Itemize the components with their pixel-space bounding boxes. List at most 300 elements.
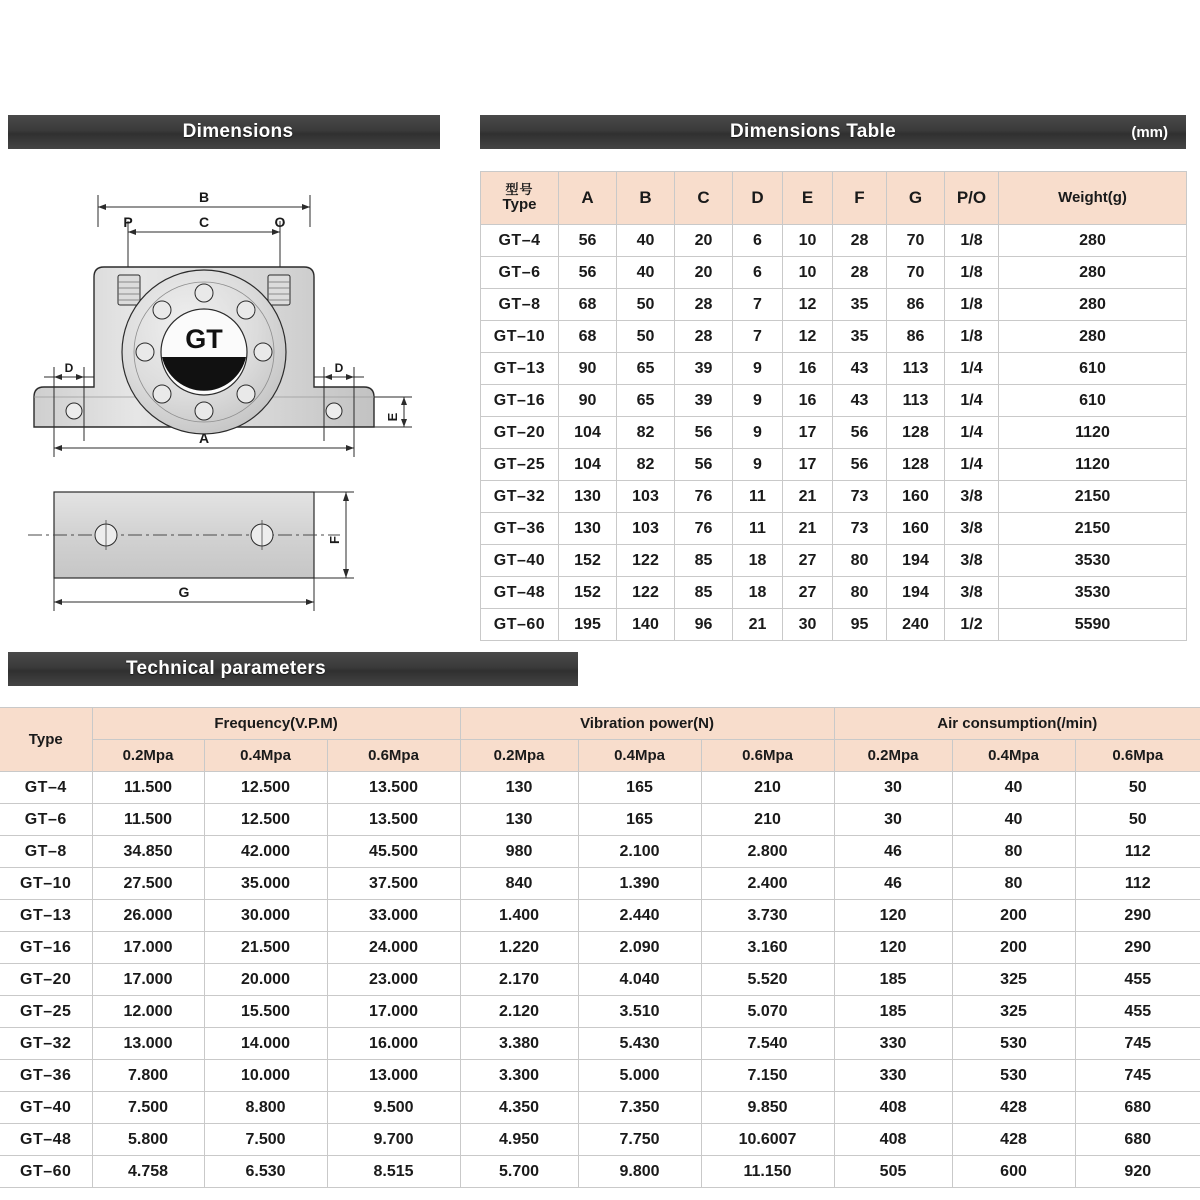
- dim-cell-g: 194: [887, 577, 945, 609]
- tech-cell-f02: 5.800: [92, 1124, 204, 1156]
- tech-cell-a02: 120: [834, 900, 952, 932]
- dim-cell-b: 50: [617, 321, 675, 353]
- tech-cell-f04: 14.000: [204, 1028, 327, 1060]
- tech-cell-v06: 5.070: [701, 996, 834, 1028]
- dim-header-weight: Weight(g): [999, 172, 1187, 225]
- dim-cell-a: 195: [559, 609, 617, 641]
- tech-header-frequency: Frequency(V.P.M): [92, 708, 460, 740]
- tech-cell-f02: 13.000: [92, 1028, 204, 1060]
- tech-cell-type: GT–6: [0, 804, 92, 836]
- table-row: [0, 900, 1200, 932]
- dim-cell-g: 128: [887, 449, 945, 481]
- table-row: [0, 1124, 1200, 1156]
- table-row: [0, 868, 1200, 900]
- dim-cell-d: 18: [733, 577, 783, 609]
- dim-cell-f: 73: [833, 481, 887, 513]
- dim-cell-e: 16: [783, 385, 833, 417]
- table-row: [0, 932, 1200, 964]
- table-row: [481, 353, 1187, 385]
- dim-cell-e: 16: [783, 353, 833, 385]
- label-C: C: [198, 214, 210, 230]
- dim-cell-b: 140: [617, 609, 675, 641]
- dim-cell-type: GT–20: [481, 417, 559, 449]
- dim-cell-weight: 610: [999, 353, 1187, 385]
- dim-cell-type: GT–13: [481, 353, 559, 385]
- dim-cell-c: 85: [675, 545, 733, 577]
- technical-parameters-table: [0, 707, 1200, 1188]
- tech-cell-v02: 4.950: [460, 1124, 578, 1156]
- tech-cell-f06: 24.000: [327, 932, 460, 964]
- tech-cell-f02: 27.500: [92, 868, 204, 900]
- hub-gt-label: GT: [185, 324, 223, 354]
- tech-cell-v04: 2.440: [578, 900, 701, 932]
- dim-cell-f: 43: [833, 353, 887, 385]
- dim-cell-po: 1/4: [945, 385, 999, 417]
- dim-cell-a: 152: [559, 545, 617, 577]
- dim-cell-weight: 280: [999, 225, 1187, 257]
- dim-cell-f: 28: [833, 225, 887, 257]
- tech-cell-v02: 840: [460, 868, 578, 900]
- tech-header-group-row: [0, 708, 1200, 740]
- dim-cell-a: 104: [559, 449, 617, 481]
- dim-cell-d: 7: [733, 289, 783, 321]
- tech-cell-a06: 745: [1075, 1028, 1200, 1060]
- dim-cell-c: 76: [675, 481, 733, 513]
- dim-cell-d: 11: [733, 513, 783, 545]
- tech-cell-v02: 4.350: [460, 1092, 578, 1124]
- tech-cell-a06: 745: [1075, 1060, 1200, 1092]
- dim-cell-weight: 2150: [999, 513, 1187, 545]
- table-row: [481, 577, 1187, 609]
- tech-cell-a02: 46: [834, 868, 952, 900]
- tech-cell-a02: 185: [834, 964, 952, 996]
- tech-header-vibration-power: Vibration power(N): [460, 708, 834, 740]
- tech-cell-f06: 17.000: [327, 996, 460, 1028]
- tech-cell-f02: 17.000: [92, 964, 204, 996]
- dim-cell-po: 3/8: [945, 577, 999, 609]
- dim-cell-b: 103: [617, 513, 675, 545]
- table-row: [481, 225, 1187, 257]
- table-row: [0, 1060, 1200, 1092]
- tech-cell-v04: 1.390: [578, 868, 701, 900]
- tech-cell-a06: 455: [1075, 996, 1200, 1028]
- tech-cell-v06: 7.150: [701, 1060, 834, 1092]
- dimensions-table-banner: [480, 115, 1186, 149]
- dim-cell-d: 11: [733, 481, 783, 513]
- label-G: G: [178, 584, 190, 600]
- tech-cell-a06: 290: [1075, 932, 1200, 964]
- dimensions-drawing: [8, 149, 440, 619]
- table-row: [481, 609, 1187, 641]
- dim-cell-c: 85: [675, 577, 733, 609]
- tech-cell-a04: 200: [952, 900, 1075, 932]
- dim-cell-f: 73: [833, 513, 887, 545]
- tech-cell-v04: 3.510: [578, 996, 701, 1028]
- tech-header-pressure-row: [0, 740, 1200, 772]
- dim-cell-po: 3/8: [945, 513, 999, 545]
- dim-cell-g: 128: [887, 417, 945, 449]
- dim-cell-c: 28: [675, 321, 733, 353]
- table-row: [481, 545, 1187, 577]
- dim-cell-po: 1/8: [945, 225, 999, 257]
- tech-cell-v02: 2.170: [460, 964, 578, 996]
- tech-cell-v02: 5.700: [460, 1156, 578, 1188]
- tech-cell-type: GT–20: [0, 964, 92, 996]
- dim-cell-f: 35: [833, 289, 887, 321]
- tech-header-vib-06: 0.6Mpa: [701, 740, 834, 772]
- dim-cell-type: GT–32: [481, 481, 559, 513]
- dim-header-type: [481, 172, 559, 225]
- dim-header-f: F: [833, 172, 887, 225]
- dim-cell-g: 70: [887, 225, 945, 257]
- tech-cell-a06: 455: [1075, 964, 1200, 996]
- dim-cell-po: 1/4: [945, 353, 999, 385]
- tech-cell-v06: 9.850: [701, 1092, 834, 1124]
- dim-header-po: P/O: [945, 172, 999, 225]
- dim-cell-a: 152: [559, 577, 617, 609]
- tech-cell-v02: 1.400: [460, 900, 578, 932]
- dim-cell-weight: 1120: [999, 449, 1187, 481]
- tech-cell-f04: 12.500: [204, 772, 327, 804]
- dim-cell-b: 82: [617, 449, 675, 481]
- tech-cell-a02: 330: [834, 1060, 952, 1092]
- dim-cell-e: 10: [783, 225, 833, 257]
- tech-cell-f04: 7.500: [204, 1124, 327, 1156]
- tech-cell-type: GT–60: [0, 1156, 92, 1188]
- dim-header-g: G: [887, 172, 945, 225]
- tech-cell-a06: 920: [1075, 1156, 1200, 1188]
- tech-cell-a04: 530: [952, 1028, 1075, 1060]
- tech-cell-f06: 37.500: [327, 868, 460, 900]
- dim-cell-d: 9: [733, 417, 783, 449]
- tech-cell-a04: 600: [952, 1156, 1075, 1188]
- tech-cell-v06: 2.400: [701, 868, 834, 900]
- dim-cell-e: 10: [783, 257, 833, 289]
- dim-cell-d: 9: [733, 449, 783, 481]
- tech-cell-f02: 4.758: [92, 1156, 204, 1188]
- table-row: [481, 513, 1187, 545]
- table-row: [481, 481, 1187, 513]
- tech-cell-type: GT–16: [0, 932, 92, 964]
- tech-header-vib-04: 0.4Mpa: [578, 740, 701, 772]
- tech-cell-a02: 185: [834, 996, 952, 1028]
- dimensions-table-header-row: [481, 172, 1187, 225]
- tech-cell-f04: 20.000: [204, 964, 327, 996]
- dim-cell-po: 1/4: [945, 417, 999, 449]
- tech-cell-type: GT–25: [0, 996, 92, 1028]
- dimensions-table: [480, 171, 1187, 641]
- tech-cell-a02: 120: [834, 932, 952, 964]
- dim-cell-type: GT–16: [481, 385, 559, 417]
- dim-cell-po: 1/8: [945, 289, 999, 321]
- foot-hole-left: [66, 403, 82, 419]
- dim-cell-weight: 280: [999, 289, 1187, 321]
- dim-cell-c: 28: [675, 289, 733, 321]
- dim-cell-a: 68: [559, 321, 617, 353]
- dim-cell-f: 56: [833, 417, 887, 449]
- dim-cell-d: 9: [733, 353, 783, 385]
- dim-cell-type: GT–8: [481, 289, 559, 321]
- dim-cell-b: 40: [617, 225, 675, 257]
- tech-header-air-06: 0.6Mpa: [1075, 740, 1200, 772]
- tech-cell-type: GT–40: [0, 1092, 92, 1124]
- dim-cell-e: 12: [783, 289, 833, 321]
- tech-cell-f06: 23.000: [327, 964, 460, 996]
- table-row: [0, 772, 1200, 804]
- tech-cell-v04: 2.100: [578, 836, 701, 868]
- tech-cell-type: GT–4: [0, 772, 92, 804]
- dim-cell-b: 50: [617, 289, 675, 321]
- dim-cell-weight: 3530: [999, 545, 1187, 577]
- table-row: [0, 1028, 1200, 1060]
- port-boss-right: [268, 275, 290, 305]
- dim-cell-d: 18: [733, 545, 783, 577]
- tech-cell-f02: 7.800: [92, 1060, 204, 1092]
- tech-cell-a04: 325: [952, 964, 1075, 996]
- vibrator-technical-drawing: [8, 149, 440, 619]
- dim-header-a: A: [559, 172, 617, 225]
- dim-cell-f: 56: [833, 449, 887, 481]
- dim-cell-e: 21: [783, 513, 833, 545]
- dim-cell-g: 160: [887, 481, 945, 513]
- dim-cell-po: 1/2: [945, 609, 999, 641]
- dim-cell-po: 1/4: [945, 449, 999, 481]
- tech-cell-f04: 42.000: [204, 836, 327, 868]
- tech-cell-a06: 680: [1075, 1124, 1200, 1156]
- tech-cell-f06: 13.500: [327, 804, 460, 836]
- dim-cell-b: 122: [617, 545, 675, 577]
- dim-cell-b: 65: [617, 385, 675, 417]
- dim-cell-po: 3/8: [945, 481, 999, 513]
- dim-cell-g: 194: [887, 545, 945, 577]
- dimensions-table-body: [481, 225, 1187, 641]
- technical-parameters-section: [0, 652, 1200, 1188]
- dim-cell-d: 6: [733, 225, 783, 257]
- dim-cell-po: 3/8: [945, 545, 999, 577]
- dim-header-e: E: [783, 172, 833, 225]
- table-row: [0, 1092, 1200, 1124]
- tech-cell-f04: 21.500: [204, 932, 327, 964]
- dim-cell-b: 65: [617, 353, 675, 385]
- tech-cell-a04: 530: [952, 1060, 1075, 1092]
- dim-cell-a: 56: [559, 257, 617, 289]
- tech-cell-a02: 408: [834, 1124, 952, 1156]
- tech-cell-v06: 210: [701, 772, 834, 804]
- tech-cell-v02: 130: [460, 772, 578, 804]
- tech-cell-f02: 11.500: [92, 772, 204, 804]
- tech-cell-f04: 35.000: [204, 868, 327, 900]
- tech-header-vib-02: 0.2Mpa: [460, 740, 578, 772]
- label-A: A: [198, 430, 210, 446]
- dimensions-table-panel: [480, 115, 1186, 641]
- dim-cell-c: 20: [675, 225, 733, 257]
- tech-cell-f02: 7.500: [92, 1092, 204, 1124]
- dim-header-type-cn: 型号: [505, 182, 534, 198]
- tech-cell-f06: 9.700: [327, 1124, 460, 1156]
- dim-cell-type: GT–48: [481, 577, 559, 609]
- label-E: E: [385, 412, 400, 422]
- label-B: B: [198, 189, 210, 205]
- label-D-left: D: [64, 361, 74, 375]
- dimensions-panel: [8, 115, 440, 619]
- dim-cell-weight: 2150: [999, 481, 1187, 513]
- tech-cell-v04: 5.430: [578, 1028, 701, 1060]
- tech-cell-f06: 13.500: [327, 772, 460, 804]
- technical-parameters-title: Technical parameters: [126, 658, 326, 679]
- tech-cell-f04: 12.500: [204, 804, 327, 836]
- dim-cell-a: 90: [559, 385, 617, 417]
- dim-cell-e: 27: [783, 545, 833, 577]
- dim-cell-c: 56: [675, 449, 733, 481]
- dim-cell-b: 122: [617, 577, 675, 609]
- dim-cell-f: 43: [833, 385, 887, 417]
- tech-cell-v06: 11.150: [701, 1156, 834, 1188]
- table-row: [481, 321, 1187, 353]
- tech-cell-a04: 200: [952, 932, 1075, 964]
- tech-cell-f02: 17.000: [92, 932, 204, 964]
- port-boss-left: [118, 275, 140, 305]
- tech-cell-a02: 30: [834, 804, 952, 836]
- dim-cell-b: 40: [617, 257, 675, 289]
- tech-cell-type: GT–32: [0, 1028, 92, 1060]
- table-row: [481, 385, 1187, 417]
- dim-cell-f: 80: [833, 577, 887, 609]
- tech-header-air-04: 0.4Mpa: [952, 740, 1075, 772]
- dim-cell-d: 9: [733, 385, 783, 417]
- dim-cell-weight: 1120: [999, 417, 1187, 449]
- tech-cell-v02: 2.120: [460, 996, 578, 1028]
- dim-cell-b: 103: [617, 481, 675, 513]
- dim-cell-e: 17: [783, 417, 833, 449]
- dim-cell-g: 86: [887, 321, 945, 353]
- tech-cell-f06: 16.000: [327, 1028, 460, 1060]
- dim-cell-e: 27: [783, 577, 833, 609]
- dim-cell-g: 160: [887, 513, 945, 545]
- dim-cell-c: 96: [675, 609, 733, 641]
- dim-cell-g: 240: [887, 609, 945, 641]
- dim-cell-b: 82: [617, 417, 675, 449]
- tech-cell-v06: 3.160: [701, 932, 834, 964]
- label-D-right: D: [334, 361, 344, 375]
- dim-cell-a: 104: [559, 417, 617, 449]
- dimensions-banner-title: Dimensions: [182, 121, 294, 142]
- tech-cell-a06: 112: [1075, 868, 1200, 900]
- tech-cell-v06: 2.800: [701, 836, 834, 868]
- tech-header-freq-04: 0.4Mpa: [204, 740, 327, 772]
- dim-cell-a: 90: [559, 353, 617, 385]
- tech-cell-f06: 8.515: [327, 1156, 460, 1188]
- dim-cell-f: 35: [833, 321, 887, 353]
- tech-cell-v06: 7.540: [701, 1028, 834, 1060]
- tech-cell-f02: 34.850: [92, 836, 204, 868]
- dim-cell-c: 20: [675, 257, 733, 289]
- tech-cell-a02: 30: [834, 772, 952, 804]
- table-row: [481, 289, 1187, 321]
- dim-cell-a: 130: [559, 513, 617, 545]
- dim-cell-d: 7: [733, 321, 783, 353]
- tech-cell-a06: 680: [1075, 1092, 1200, 1124]
- tech-cell-v06: 5.520: [701, 964, 834, 996]
- tech-cell-a02: 330: [834, 1028, 952, 1060]
- tech-cell-v02: 130: [460, 804, 578, 836]
- dim-header-c: C: [675, 172, 733, 225]
- dim-cell-c: 39: [675, 385, 733, 417]
- table-row: [0, 996, 1200, 1028]
- label-P: P: [123, 214, 133, 230]
- tech-cell-f02: 11.500: [92, 804, 204, 836]
- dim-cell-weight: 280: [999, 321, 1187, 353]
- dim-cell-weight: 5590: [999, 609, 1187, 641]
- dim-cell-c: 76: [675, 513, 733, 545]
- tech-cell-f04: 6.530: [204, 1156, 327, 1188]
- tech-cell-a06: 290: [1075, 900, 1200, 932]
- table-row: [0, 804, 1200, 836]
- foot-hole-right: [326, 403, 342, 419]
- label-F: F: [327, 536, 342, 544]
- dim-cell-e: 12: [783, 321, 833, 353]
- tech-cell-a04: 80: [952, 836, 1075, 868]
- dim-cell-c: 39: [675, 353, 733, 385]
- dim-cell-d: 6: [733, 257, 783, 289]
- tech-cell-v06: 210: [701, 804, 834, 836]
- tech-cell-f06: 13.000: [327, 1060, 460, 1092]
- tech-cell-a06: 112: [1075, 836, 1200, 868]
- dim-cell-type: GT–25: [481, 449, 559, 481]
- tech-cell-v02: 1.220: [460, 932, 578, 964]
- tech-cell-type: GT–48: [0, 1124, 92, 1156]
- tech-cell-f04: 8.800: [204, 1092, 327, 1124]
- tech-cell-v04: 165: [578, 804, 701, 836]
- tech-cell-f06: 45.500: [327, 836, 460, 868]
- dim-cell-f: 95: [833, 609, 887, 641]
- tech-header-air-02: 0.2Mpa: [834, 740, 952, 772]
- tech-header-freq-06: 0.6Mpa: [327, 740, 460, 772]
- tech-cell-v06: 3.730: [701, 900, 834, 932]
- dim-cell-weight: 3530: [999, 577, 1187, 609]
- dim-cell-weight: 610: [999, 385, 1187, 417]
- tech-cell-type: GT–8: [0, 836, 92, 868]
- dim-cell-a: 130: [559, 481, 617, 513]
- tech-cell-f04: 10.000: [204, 1060, 327, 1092]
- tech-cell-v04: 2.090: [578, 932, 701, 964]
- tech-cell-a06: 50: [1075, 804, 1200, 836]
- tech-cell-v06: 10.6007: [701, 1124, 834, 1156]
- tech-header-freq-02: 0.2Mpa: [92, 740, 204, 772]
- dim-cell-e: 21: [783, 481, 833, 513]
- dim-header-type-en: Type: [502, 195, 537, 213]
- tech-cell-a04: 40: [952, 772, 1075, 804]
- table-row: [481, 257, 1187, 289]
- tech-cell-f02: 26.000: [92, 900, 204, 932]
- dim-header-b: B: [617, 172, 675, 225]
- dim-cell-f: 80: [833, 545, 887, 577]
- tech-cell-v04: 4.040: [578, 964, 701, 996]
- dim-cell-g: 113: [887, 385, 945, 417]
- tech-cell-a06: 50: [1075, 772, 1200, 804]
- tech-cell-type: GT–13: [0, 900, 92, 932]
- tech-cell-v02: 3.380: [460, 1028, 578, 1060]
- dim-cell-g: 70: [887, 257, 945, 289]
- tech-cell-a04: 40: [952, 804, 1075, 836]
- dim-cell-g: 113: [887, 353, 945, 385]
- dim-cell-f: 28: [833, 257, 887, 289]
- technical-parameters-banner: [8, 652, 578, 686]
- tech-header-type: Type: [0, 708, 92, 772]
- dim-cell-type: GT–4: [481, 225, 559, 257]
- dim-cell-po: 1/8: [945, 257, 999, 289]
- tech-cell-type: GT–10: [0, 868, 92, 900]
- dim-cell-type: GT–10: [481, 321, 559, 353]
